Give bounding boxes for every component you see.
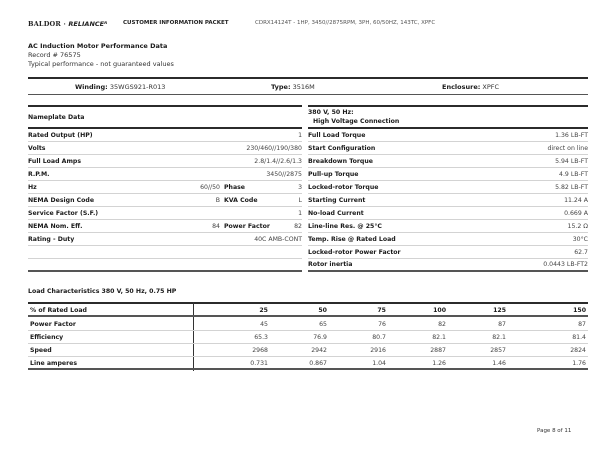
load-cell: 2857 [490, 347, 506, 354]
connection-row [308, 181, 588, 194]
winding-label: Winding: [75, 83, 108, 91]
load-header-cell: 100 [433, 307, 446, 314]
connection-label: No-load Current [308, 209, 364, 217]
nameplate-label-2: Phase [224, 183, 245, 191]
connection-label: Start Configuration [308, 144, 376, 152]
nameplate-label: NEMA Design Code [28, 196, 95, 204]
winding-field [75, 83, 165, 91]
connection-value: 0.669 A [564, 209, 588, 217]
nameplate-value: 1 [298, 209, 302, 217]
nameplate-value: 1 [298, 131, 302, 139]
nameplate-label: R.P.M. [28, 170, 50, 178]
type-field [271, 83, 315, 91]
load-row-label: Line amperes [30, 360, 77, 367]
nameplate-row [28, 181, 302, 194]
connection-row [308, 142, 588, 155]
spec-top-rule [28, 77, 588, 79]
nameplate-label: Rating - Duty [28, 235, 75, 243]
load-row-label: Efficiency [30, 334, 64, 341]
connection-label: Full Load Torque [308, 131, 366, 139]
load-cell: 65 [319, 321, 327, 328]
page-number: Page 8 of 11 [537, 428, 572, 434]
connection-value: 4.9 LB-FT [559, 170, 588, 178]
nameplate-row [28, 220, 302, 233]
connection-value: 30°C [572, 235, 588, 243]
load-cell: 2887 [430, 347, 446, 354]
connection-top-rule [308, 105, 588, 107]
load-header-row [28, 304, 588, 317]
nameplate-row [28, 155, 302, 168]
nameplate-row [28, 129, 302, 142]
nameplate-label-2: KVA Code [224, 196, 258, 204]
load-characteristics-title: Load Characteristics 380 V, 50 Hz, 0.75 HP [28, 288, 177, 295]
load-cell: 82.1 [492, 334, 506, 341]
load-cell: 1.46 [492, 360, 506, 367]
nameplate-value: L [298, 196, 302, 204]
load-cell: 81.4 [572, 334, 586, 341]
load-cell: 76 [378, 321, 386, 328]
typical-disclaimer: Typical performance - not guaranteed values [28, 60, 174, 68]
connection-value: 5.82 LB-FT [555, 183, 588, 191]
connection-label: Pull-up Torque [308, 170, 359, 178]
winding-value: 35WGS921-R013 [109, 83, 166, 91]
load-cell: 0.731 [250, 360, 268, 367]
load-cell: 1.26 [432, 360, 446, 367]
load-cell: 45 [260, 321, 268, 328]
nameplate-label: NEMA Nom. Eff. [28, 222, 83, 230]
connection-row [308, 233, 588, 246]
connection-value: 62.7 [574, 248, 588, 256]
nameplate-label: Service Factor (S.F.) [28, 209, 99, 217]
load-cell: 82 [438, 321, 446, 328]
connection-row [308, 155, 588, 168]
connection-label: Rotor inertia [308, 261, 353, 268]
record-number: Record # 76575 [28, 51, 81, 59]
load-cell: 0.867 [309, 360, 327, 367]
load-row-efficiency [28, 331, 588, 344]
connection-row [308, 259, 588, 272]
load-header-cell: 125 [493, 307, 506, 314]
load-header-cell: 25 [259, 307, 268, 314]
load-cell: 1.76 [572, 360, 586, 367]
nameplate-top-rule [28, 105, 302, 107]
connection-label: Breakdown Torque [308, 157, 373, 165]
spec-bottom-rule [28, 94, 588, 95]
packet-label: CUSTOMER INFORMATION PACKET [123, 20, 229, 26]
nameplate-mid-value: 60//50 [200, 183, 220, 191]
connection-value: direct on line [547, 144, 588, 152]
connection-value: 11.24 A [564, 196, 588, 204]
load-cell: 2824 [570, 347, 586, 354]
connection-row [308, 168, 588, 181]
brand-reliance: RELIANCE [68, 20, 105, 28]
load-header-cell: 50 [318, 307, 327, 314]
load-cell: 2916 [370, 347, 386, 354]
load-row-speed [28, 344, 588, 357]
nameplate-value: 230/460//190/380 [246, 144, 302, 152]
connection-heading-voltage: 380 V, 50 Hz: [308, 109, 354, 116]
connection-value: 1.36 LB-FT [555, 131, 588, 139]
connection-value: 0.0443 LB-FT2 [543, 261, 588, 268]
load-header-cell: 75 [377, 307, 386, 314]
connection-label: Starting Current [308, 196, 366, 204]
connection-row [308, 246, 588, 259]
nameplate-label: Hz [28, 183, 37, 191]
nameplate-row [28, 142, 302, 155]
enclosure-value: XPFC [482, 83, 500, 91]
load-header-label: % of Rated Load [30, 307, 87, 314]
connection-heading-type: High Voltage Connection [313, 118, 400, 125]
load-cell: 2968 [252, 347, 268, 354]
enclosure-field [442, 83, 499, 91]
load-cell: 65.3 [254, 334, 268, 341]
load-cell: 82.1 [432, 334, 446, 341]
load-header-cell: 150 [573, 307, 586, 314]
nameplate-row [28, 207, 302, 220]
load-cell: 76.9 [313, 334, 327, 341]
nameplate-value: 3 [298, 183, 302, 191]
nameplate-mid-value: 84 [212, 222, 220, 230]
reliance-mark-icon: ᴿ [104, 20, 108, 28]
connection-value: 5.94 LB-FT [555, 157, 588, 165]
connection-value: 15.2 Ω [567, 222, 588, 230]
connection-row [308, 207, 588, 220]
nameplate-label-2: Power Factor [224, 222, 270, 230]
load-row-label: Speed [30, 347, 52, 354]
nameplate-value: 3450//2875 [266, 170, 302, 178]
nameplate-value: 82 [294, 222, 302, 230]
nameplate-value: 40C AMB-CONT [254, 235, 302, 243]
load-cell: 80.7 [372, 334, 386, 341]
nameplate-label: Rated Output (HP) [28, 131, 93, 139]
nameplate-row [28, 194, 302, 207]
brand-baldor: BALDOR [28, 20, 62, 28]
connection-label: Locked-rotor Torque [308, 183, 379, 191]
nameplate-row [28, 168, 302, 181]
type-label: Type: [271, 83, 291, 91]
connection-row [308, 220, 588, 233]
nameplate-value: 2.8/1.4//2.6/1.3 [254, 157, 302, 165]
nameplate-label: Full Load Amps [28, 157, 82, 165]
nameplate-row [28, 233, 302, 246]
type-value: 3516M [292, 83, 315, 91]
load-cell: 87 [578, 321, 586, 328]
brand-separator: · [63, 20, 66, 28]
connection-row [308, 194, 588, 207]
nameplate-heading: Nameplate Data [28, 114, 85, 121]
model-line: CDRX14124T - 1HP, 3450//2875RPM, 3PH, 60/50HZ, 143TC, XPFC [255, 20, 436, 26]
nameplate-label: Volts [28, 144, 46, 152]
connection-row [308, 129, 588, 142]
load-row-line-amperes [28, 357, 588, 370]
load-cell: 2942 [311, 347, 327, 354]
nameplate-row-empty [28, 246, 302, 259]
load-row-label: Power Factor [30, 321, 76, 328]
brand-logo [28, 20, 107, 28]
load-cell: 1.04 [372, 360, 386, 367]
enclosure-label: Enclosure: [442, 83, 481, 91]
connection-label: Locked-rotor Power Factor [308, 248, 401, 256]
nameplate-row-empty [28, 259, 302, 272]
connection-label: Temp. Rise @ Rated Load [308, 235, 396, 243]
load-cell: 87 [498, 321, 506, 328]
document-title: AC Induction Motor Performance Data [28, 42, 168, 50]
load-row-power-factor [28, 318, 588, 331]
connection-label: Line-line Res. @ 25°C [308, 222, 382, 230]
nameplate-mid-value: B [215, 196, 220, 204]
